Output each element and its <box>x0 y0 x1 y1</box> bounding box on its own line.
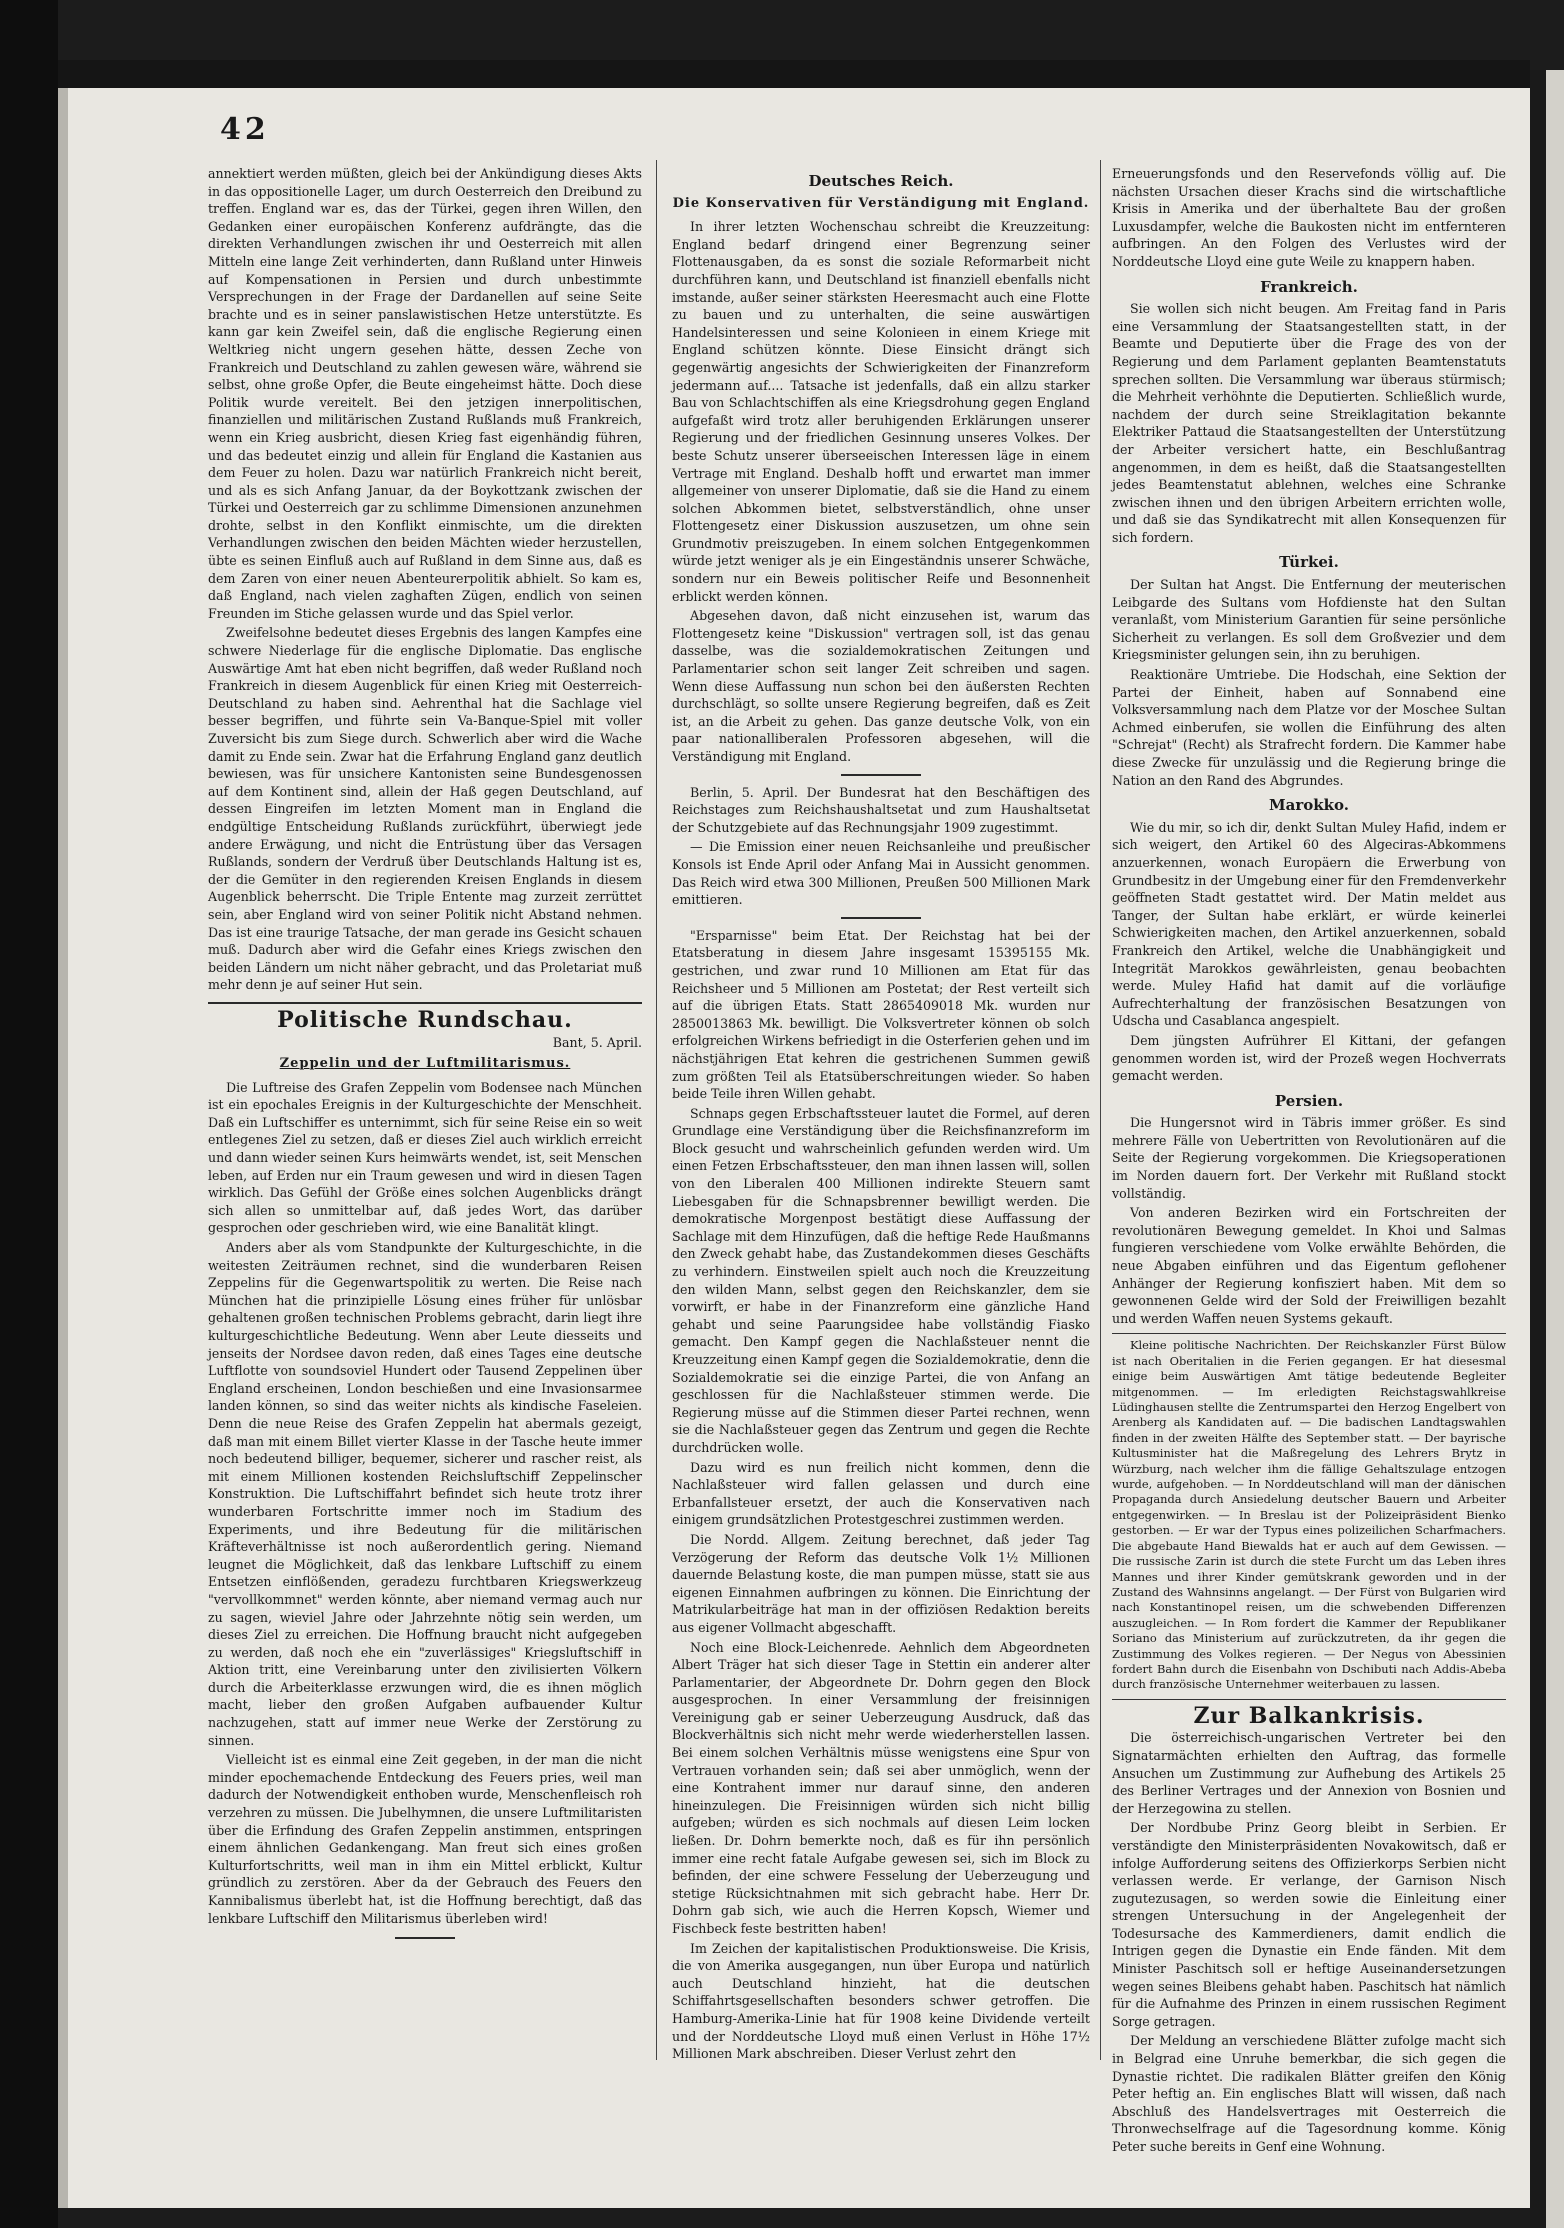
kleine-nachrichten-box <box>1112 1333 1506 1699</box>
section-heading-politische-rundschau: Politische Rundschau. <box>277 1006 573 1033</box>
article-paragraph: In ihrer letzten Wochenschau schreibt die Kreuzzeitung: England bedarf dringend einer Begrenzung seiner Flottenausgaben, da es sonst die soziale Reformarbeit nicht durchführen kann, und Deutschland ist finanziell ebenfalls nicht imstande, außer seiner stärksten Heeresmacht auch eine Flotte zu bauen und zu unterhalten, die seine auswärtigen Handelsinteressen und seine Kolonieen in einem Kriege mit England schützen könnte. Diese Einsicht drängt sich gegenwärtig angesichts der Schwierigkeiten der Finanzreform jedermann auf.... Tatsache ist jedenfalls, daß ein allzu starker Bau von Schlachtschiffen als eine Kriegsdrohung gegen England aufgefaßt wird trotz aller beruhigenden Erklärungen unserer Regierung und der friedlichen Gesinnung unseres Volkes. Der beste Schutz unserer überseeischen Interessen läge in einem Vertrage mit England. Deshalb hofft und erwartet man immer allgemeiner von unserer Diplomatie, daß sie die Hand zu einem solchen Abkommen bietet, selbstverständlich, ohne unser Flottengesetz einer Diskussion auszusetzen, um ohne sein Grundmotiv preiszugeben. In einem solchen Entgegenkommen würde jetzt weniger als je ein Eingeständnis unserer Schwäche, sondern nur ein Beweis politischer Reife und Besonnenheit erblickt werden können. <box>672 219 1090 604</box>
column-rule <box>1100 160 1101 2060</box>
article-paragraph: Der Meldung an verschiedene Blätter zufolge macht sich in Belgrad eine Unruhe bemerkbar, die sich gegen die Dynastie richtet. Die radikalen Blätter greifen den König Peter heftig an. Ein englisches Blatt will wissen, daß nach Abschluß des Handelsvertrages mit Oesterreich die Thronwechselfrage auf die Tagesordnung komme. König Peter suche bereits in Genf eine Wohnung. <box>1112 2033 1506 2154</box>
article-paragraph: Abgesehen davon, daß nicht einzusehen ist, warum das Flottengesetz keine "Diskussion" vertragen soll, ist das genau dasselbe, was die sozialdemokratischen Zeitungen und Parlamentarier schon seit langer Zeit schreiben und sagen. Wenn diese Auffassung nun schon bei den äußersten Rechten durchschlägt, so sollte unsere Regierung begreifen, daß es Zeit ist, an die Arbeit zu gehen. Das ganze deutsche Volk, von ein paar nationalliberalen Professoren abgesehen, will die Verständigung mit England. <box>672 608 1090 764</box>
section-heading-deutsches-reich: Deutsches Reich. <box>808 172 954 190</box>
adjacent-page-edge <box>1546 70 1564 2228</box>
section-rule <box>208 1002 642 1004</box>
article-paragraph: Der Sultan hat Angst. Die Entfernung der meuterischen Leibgarde des Sultans vom Hofdienste hat den Sultan veranlaßt, vom Ministerium Garantien für seine persönliche Sicherheit zu verlangen. Es soll dem Großvezier und dem Kriegsminister gelungen sein, ihn zu beruhigen. <box>1112 577 1506 663</box>
dateline: Bant, 5. April. <box>552 1034 642 1050</box>
section-heading-tuerkei: Türkei. <box>1279 553 1339 572</box>
section-heading-frankreich: Frankreich. <box>1260 277 1358 296</box>
column-1 <box>208 165 642 1949</box>
article-paragraph: Vielleicht ist es einmal eine Zeit gegeben, in der man die nicht minder epochemachende Entdeckung des Feuers pries, weil man dadurch der Notwendigkeit enthoben wurde, Menschenfleisch roh verzehren zu müssen. Die Jubelhymnen, die unsere Luftmilitaristen über die Erfindung des Grafen Zeppelin anstimmen, entspringen einem ähnlichen Gedankengang. Man freut sich eines großen Kulturfortschritts, weil man in ihm ein Mittel erblickt, Kultur gründlich zu zerstören. Aber da der Gebrauch des Feuers den Kannibalismus überlebt hat, ist die Hoffnung berechtigt, daß das lenkbare Luftschiff den Militarismus überleben wird! <box>208 1752 642 1926</box>
article-paragraph: Die Nordd. Allgem. Zeitung berechnet, daß jeder Tag Verzögerung der Reform das deutsche Volk 1½ Millionen dauernde Belastung koste, die man pumpen müsse, statt sie aus eigenen Einnahmen aufbringen zu können. Die Einrichtung der Matrikularbeiträge hat man in der offiziösen Redaktion bereits aus eigener Vollmacht abgeschafft. <box>672 1531 1090 1635</box>
article-paragraph: Erneuerungsfonds und den Reservefonds völlig auf. Die nächsten Ursachen dieser Krachs sind die wirtschaftliche Krisis in Amerika und der überhaltete Bau der großen Luxusdampfer, welche die Baukosten nicht im entfernteren aufbringen. An den Folgen des Verlustes wird der Norddeutsche Lloyd eine gute Weile zu knappern haben. <box>1112 166 1506 269</box>
article-paragraph: Dem jüngsten Aufrührer El Kittani, der gefangen genommen worden ist, wird der Prozeß wegen Hochverrats gemacht werden. <box>1112 1032 1506 1084</box>
column-rule <box>656 160 657 2060</box>
column-2 <box>672 165 1090 2065</box>
section-heading-balkankrisis: Zur Balkankrisis. <box>1193 1702 1425 1729</box>
article-paragraph: Schnaps gegen Erbschaftssteuer lautet die Formel, auf deren Grundlage eine Verständigung über die Reichsfinanzreform im Block gesucht und wahrscheinlich gefunden werden wird. Um einen Fetzen Erbschaftssteuer, den man ihnen lassen will, sollen von den Liberalen 400 Millionen indirekte Steuern samt Liebesgaben für die Schnapsbrenner bewilligt werden. Die demokratische Morgenpost bestätigt diese Auffassung der Sachlage mit dem Hinzufügen, daß die heftige Rede Haußmanns den Zweck gehabt habe, das Zustandekommen dieses Geschäfts zu verhindern. Einstweilen spielt auch noch die Kreuzzeitung den wilden Mann, selbst gegen den Reichskanzler, dem sie vorwirft, er habe in der Finanzreform eine gänzliche Hand gehabt und seine Paarungsidee habe vollständig Fiasko gemacht. Den Kampf gegen die Nachlaßsteuer nennt die Kreuzzeitung einen Kampf gegen die Sozialdemokratie, denn die Sozialdemokratie sei die einzige Partei, die von Anfang an geschlossen für die Nachlaßsteuer stimmen werde. Die Regierung müsse auf die Stimmen dieser Partei rechnen, wenn sie die Nachlaßsteuer gegen das Zentrum und gegen die Rechte durchdrücken wolle. <box>672 1105 1090 1455</box>
page-fold <box>58 88 68 2208</box>
article-paragraph: Zweifelsohne bedeutet dieses Ergebnis des langen Kampfes eine schwere Niederlage für die englische Diplomatie. Das englische Auswärtige Amt hat eben nicht begriffen, daß weder Rußland noch Frankreich in diesem Augenblick für einen Krieg mit Oesterreich-Deutschland zu haben sind. Aehrenthal hat die Sachlage viel besser begriffen, und führte sein Va-Banque-Spiel mit voller Zuversicht bis zum Siege durch. Schwerlich aber wird die Wache damit zu Ende sein. Zwar hat die Erfahrung England ganz deutlich bewiesen, was für unsichere Kantonisten seine Bundesgenossen auf dem Kontinent sind, allein der Haß gegen Deutschland, auf dessen Eingreifen im letzten Moment man in England die endgültige Entscheidung Rußlands zurückführt, überwiegt jede andere Erwägung, und nicht die Entrüstung über das Versagen Rußlands, sondern der Verdruß über Deutschlands Haltung ist es, der die Gemüter in den regierenden Kreisen Englands in diesem Augenblick beherrscht. Die Triple Entente mag zurzeit zerrüttet sein, aber England wird von seiner Politik nicht Abstand nehmen. Das ist eine traurige Tatsache, der man gerade ins Gesicht schauen muß. Dadurch aber wird die Gefahr eines Kriegs zwischen den beiden Ländern um nicht näher gebracht, und das Proletariat muß mehr denn je auf seiner Hut sein. <box>208 625 642 993</box>
article-paragraph: Im Zeichen der kapitalistischen Produktionsweise. Die Krisis, die von Amerika ausgegangen, nun über Europa und natürlich auch Deutschland hinzieht, hat die deutschen Schiffahrtsgesellschaften besonders schwer getroffen. Die Hamburg-Amerika-Linie hat für 1908 keine Dividende verteilt und der Norddeutsche Lloyd muß einen Verlust in Höhe 17½ Millionen Mark abschreiben. Dieser Verlust zehrt den <box>672 1940 1090 2062</box>
article-paragraph: Dazu wird es nun freilich nicht kommen, denn die Nachlaßsteuer wird fallen gelassen und durch eine Erbanfallsteuer ersetzt, der auch die Konservativen nach einigem grundsätzlichen Protestgeschrei zustimmen werden. <box>672 1459 1090 1528</box>
section-heading-persien: Persien. <box>1274 1091 1344 1110</box>
article-paragraph: Die österreichisch-ungarischen Vertreter bei den Signatarmächten erhielten den Auftrag, das formelle Ansuchen um Zustimmung zur Aufhebung des Artikels 25 des Berliner Vertrages und der Annexion von Bosnien und der Herzegowina zu stellen. <box>1112 1730 1506 1816</box>
end-rule <box>395 1937 455 1939</box>
article-paragraph: annektiert werden müßten, gleich bei der Ankündigung dieses Akts in das oppositionelle Lager, um durch Oesterreich den Dreibund zu treffen. England war es, das der Türkei, gegen ihren Willen, den Gedanken einer europäischen Konferenz aufdrängte, das die direkten Verhandlungen zwischen ihr und Oesterreich mit allen Mitteln eine lange Zeit verhinderten, dann Rußland unter Hinweis auf Kompensationen in Persien und durch unbestimmte Versprechungen in der Frage der Dardanellen auf seine Seite brachte und es in seiner panslawistischen Hetze unterstützte. Es kann gar kein Zweifel sein, daß die englische Regierung einen Weltkrieg nicht ungern gesehen hätte, dessen Zeche von Frankreich und Deutschland zu zahlen gewesen wäre, während sie selbst, ohne große Opfer, die Beute eingeheimst hätte. Doch diese Politik wurde vereitelt. Bei den jetzigen innerpolitischen, finanziellen und militärischen Zustand Rußlands muß Frankreich, wenn ein Krieg ausbricht, diesen Krieg fast eigenhändig führen, und das bedeutet einzig und allein für England die Kastanien aus dem Feuer zu holen. Dazu war natürlich Frankreich nicht bereit, und als es sich Anfang Januar, da der Boykottzank zwischen der Türkei und Oesterreich gar zu schlimme Dimensionen anzunehmen drohte, selbst in den Konflikt einmischte, um die direkten Verhandlungen zwischen den beiden Mächten wieder herzustellen, übte es seinen Einfluß auch auf Rußland in dem Sinne aus, daß es dem Zaren von einer neuen Abenteurerpolitik abhielt. So kam es, daß England, nach vielen zaghaften Zügen, endlich von seinen Freunden im Stiche gelassen wurde und das Spiel verlor. <box>208 166 642 621</box>
article-paragraph: Die Luftreise des Grafen Zeppelin vom Bodensee nach München ist ein epochales Ereignis in der Kulturgeschichte der Menschheit. Daß ein Luftschiffer es unternimmt, sich für seine Reise ein so weit entlegenes Ziel zu setzen, daß er dieses Ziel auch wirklich erreicht und dann wieder seinen Kurs heimwärts wendet, ist, seit Menschen leben, auf Erden nur ein Traum gewesen und wird in diesen Tagen wirklich. Das Gefühl der Größe eines solchen Augenblicks drängt sich allen so unmittelbar auf, daß jedes Wort, das darüber gesprochen oder geschrieben wird, wie eine Banalität klingt. <box>208 1079 642 1236</box>
article-title-zeppelin: Zeppelin und der Luftmilitarismus. <box>279 1056 571 1072</box>
article-paragraph: Der Nordbube Prinz Georg bleibt in Serbien. Er verständigte den Ministerpräsidenten Novakowitsch, daß er infolge Aufforderung seitens des Offizierkorps Serbien nicht verlassen werde. Er verlange, der Garnison Nisch zugutezusagen, so werden sowie die Einleitung einer strengen Untersuchung in der Angelegenheit der Todesursache des Kammerdieners, damit endlich die Intrigen gegen die Dynastie ein Ende fänden. Mit dem Minister Paschitsch soll er heftige Auseinandersetzungen wegen seines Bleibens gehabt haben. Paschitsch hat nämlich für die Aufnahme des Prinzen in einem russischen Regiment Sorge getragen. <box>1112 1820 1506 2029</box>
article-paragraph: Von anderen Bezirken wird ein Fortschreiten der revolutionären Bewegung gemeldet. In Khoi und Salmas fungieren verschiedene vom Volke erwählte Behörden, die neue Abgaben einführen und das Eigentum geflohener Anhänger der Regierung konfisziert haben. Mit dem so gewonnenen Gelde wird der Sold der Freiwilligen bezahlt und werden Waffen neuen Systems gekauft. <box>1112 1205 1506 1326</box>
article-paragraph: Sie wollen sich nicht beugen. Am Freitag fand in Paris eine Versammlung der Staatsangestellten statt, in der Beamte und Deputierte über die Frage des von der Regierung und dem Parlament geplanten Beamtenstatuts sprechen sollten. Die Versammlung war überaus stürmisch; die Mehrheit verhöhnte die Deputierten. Schließlich wurde, nachdem der durch seine Streiklagitation bekannte Elektriker Pattaud die Staatsangestellten der Unterstützung der Arbeiter versichert hatte, ein Beschlußantrag angenommen, in dem es heißt, daß die Staatsangestellten jedes Beamtenstatut ablehnen, welches eine Schranke zwischen ihnen und den übrigen Arbeitern errichten wolle, und daß sie das Syndikatrecht mit allen Konsequenzen für sich fordern. <box>1112 301 1506 545</box>
article-paragraph: — Die Emission einer neuen Reichsanleihe und preußischer Konsols ist Ende April oder Anfang Mai in Aussicht genommen. Das Reich wird etwa 300 Millionen, Preußen 500 Millionen Mark emittieren. <box>672 839 1090 908</box>
separator <box>841 774 921 776</box>
section-heading-marokko: Marokko. <box>1269 796 1349 815</box>
article-title-konservative: Die Konservativen für Verständigung mit England. <box>672 195 1090 211</box>
column-3 <box>1112 165 1506 2158</box>
separator <box>841 917 921 919</box>
article-paragraph: Reaktionäre Umtriebe. Die Hodschah, eine Sektion der Partei der Einheit, haben auf Sonnabend eine Volksversammlung nach dem Platze vor der Moschee Sultan Achmed einberufen, sie wollen die Einführung des alten "Schrejat" (Recht) als Strafrecht fordern. Die Kammer habe diese Zwecke für unzulässig und die Regierung bringe die Nation an den Rand des Abgrundes. <box>1112 667 1506 788</box>
article-paragraph: Die Hungersnot wird in Täbris immer größer. Es sind mehrere Fälle von Uebertritten von Revolutionären auf die Seite der Regierung vorgekommen. Die Kriegsoperationen im Norden dauern fort. Der Verkehr mit Rußland stockt vollständig. <box>1112 1115 1506 1201</box>
article-paragraph: Wie du mir, so ich dir, denkt Sultan Muley Hafid, indem er sich weigert, den Artikel 60 des Algeciras-Abkommens anzuerkennen, wonach Europäern die Erwerbung von Grundbesitz in der Umgebung einer für den Fremdenverkehr geöffneten Stadt gestattet wird. Der Matin meldet aus Tanger, der Sultan habe erklärt, er würde keinerlei Schwierigkeiten machen, den Artikel anzuerkennen, sobald Frankreich den Artikel, welche die Unabhängigkeit und Integrität Marokkos gewährleisten, genau beobachten werde. Muley Hafid hat damit auf die vorläufige Aufrechterhaltung der französischen Besatzungen von Udscha und Casablanca angespielt. <box>1112 819 1506 1029</box>
article-paragraph: "Ersparnisse" beim Etat. Der Reichstag hat bei der Etatsberatung in diesem Jahre insgesamt 15395155 Mk. gestrichen, und zwar rund 10 Millionen am Etat für das Reichsheer und 5 Millionen am Postetat; der Rest verteilt sich auf die übrigen Etats. Statt 2865409018 Mk. wurden nur 2850013863 Mk. bewilligt. Die Volksvertreter können ob solch erfolgreichen Wirkens befriedigt in die Osterferien gehen und im nächstjährigen Etat kehren die gestrichenen Summen gewiß zum größten Teil als Etatsüberschreitungen wieder. So haben beide Teile ihren Willen gehabt. <box>672 927 1090 1102</box>
article-paragraph: Anders aber als vom Standpunkte der Kulturgeschichte, in die weitesten Zeiträumen rechnet, sind die wunderbaren Reisen Zeppelins für die Gegenwartspolitik zu werten. Die Reise nach München hat die prinzipielle Lösung eines früher für unlösbar gehaltenen großen technischen Problems gebracht, darin liegt ihre kulturgeschichtliche Bedeutung. Wenn aber Leute diesseits und jenseits der Nordsee davon reden, daß eines Tages eine deutsche Luftflotte von soundsoviel Hundert oder Tausend Zeppelinen über England erscheinen, London beschießen und eine Invasionsarmee landen können, so sind das weiter nichts als kindische Faseleien. Denn die neue Reise des Grafen Zeppelin hat abermals gezeigt, daß man mit einem Billet vierter Klasse in der Tasche heute immer noch bedeutend billiger, bequemer, sicherer und rascher reist, als mit einem Millionen kostenden Reichsluftschiff Zeppelinscher Konstruktion. Die Luftschiffahrt befindet sich heute trotz ihrer wunderbaren Fortschritte immer noch im Stadium des Experiments, und ihre Bedeutung für die militärischen Kräfteverhältnisse ist noch außerordentlich gering. Niemand leugnet die Möglichkeit, daß das lenkbare Luftschiff zu einem Entsetzen einflößenden, geradezu furchtbaren Kriegswerkzeug "vervollkommnet" werden könnte, aber niemand vermag auch nur zu sagen, wieviel Jahre oder Jahrzehnte nötig sein werden, um dieses Ziel zu erreichen. Die Hoffnung braucht nicht aufgegeben zu werden, daß noch ehe ein "zuverlässiges" Kriegsluftschiff in Aktion tritt, eine Vereinbarung unter den zivilisierten Völkern durch die Arbeiterklasse erzwungen wird, die es ihnen möglich macht, lieber den großen Aufgaben aufbauender Kultur nachzugehen, statt auf immer neue Werke der Zerstörung zu sinnen. <box>208 1240 642 1748</box>
article-paragraph: Berlin, 5. April. Der Bundesrat hat den Beschäftigen des Reichstages zum Reichshaushaltsetat und zum Haushaltsetat der Schutzgebiete auf das Rechnungsjahr 1909 zugestimmt. <box>672 784 1090 835</box>
article-paragraph: Noch eine Block-Leichenrede. Aehnlich dem Abgeordneten Albert Träger hat sich dieser Tage in Stettin ein anderer alter Parlamentarier, der Abgeordnete Dr. Dohrn gegen den Block ausgesprochen. In einer Versammlung der freisinnigen Vereinigung gab er seiner Ueberzeugung Ausdruck, daß das Blockverhältnis sich nicht mehr werde wiederherstellen lassen. Bei einem solchen Verhältnis müsse wenigstens eine Spur von Vertrauen vorhanden sein; daß sei aber unmöglich, wenn der eine Kontrahent immer nur darauf sinne, den anderen hineinzulegen. Die Freisinnigen würden sich nicht billig aufgeben; würden es sich nochmals auf diesen Leim locken ließen. Dr. Dohrn bemerkte noch, daß es für ihn persönlich immer eine recht fatale Aufgabe gewesen sei, sich im Block zu befinden, der eine schwere Fesselung der Ueberzeugung und stetige Rücksichtnahmen mit sich gebracht habe. Herr Dr. Dohrn gab sich, wie auch die Herren Kopsch, Wiemer und Fischbeck feste bestritten haben! <box>672 1639 1090 1936</box>
scan-border-left <box>0 0 58 2228</box>
scan-border-top <box>58 60 1530 88</box>
page-number: 42 <box>220 112 270 147</box>
article-paragraph: Kleine politische Nachrichten. Der Reichskanzler Fürst Bülow ist nach Oberitalien in die Ferien gegangen. Er hat diesesmal einige beim Auswärtigen Amt tätige bedeutende Begleiter mitgenommen. — Im erledigten Reichstagswahlkreise Lüdinghausen stellte die Zentrumspartei den Herzog Engelbert von Arenberg als Kandidaten auf. — Die badischen Landtagswahlen finden in der zweiten Hälfte des September statt. — Der bayrische Kultusminister hat die Maßregelung des Lehrers Brytz in Würzburg, nach welcher ihm die fällige Gehaltszulage entzogen wurde, aufgehoben. — In Norddeutschland will man der dänischen Propaganda durch Ansiedelung deutscher Bauern und Arbeiter entgegenwirken. — In Breslau ist der Polizeipräsident Bienko gestorben. — Er war der Typus eines polizeilichen Scharfmachers. Die abgebaute Hand Biewalds hat er auch auf dem Gewissen. — Die russische Zarin ist durch die stete Furcht um das Leben ihres Mannes und ihrer Kinder gemütskrank geworden und in der Zustand des Wahnsinns angelangt. — Der Fürst von Bulgarien wird nach Konstantinopel reisen, um die schwebenden Differenzen auszugleichen. — In Rom fordert die Kammer der Republikaner Soriano das Ministerium auf zurückzutreten, da ihr gegen die Zustimmung des Volkes regieren. — Der Negus von Abessinien fordert Bahn durch die Eisenbahn von Dschibuti nach Addis-Abeba durch französische Unternehmer weiterbauen zu lassen. <box>1112 1338 1506 1692</box>
